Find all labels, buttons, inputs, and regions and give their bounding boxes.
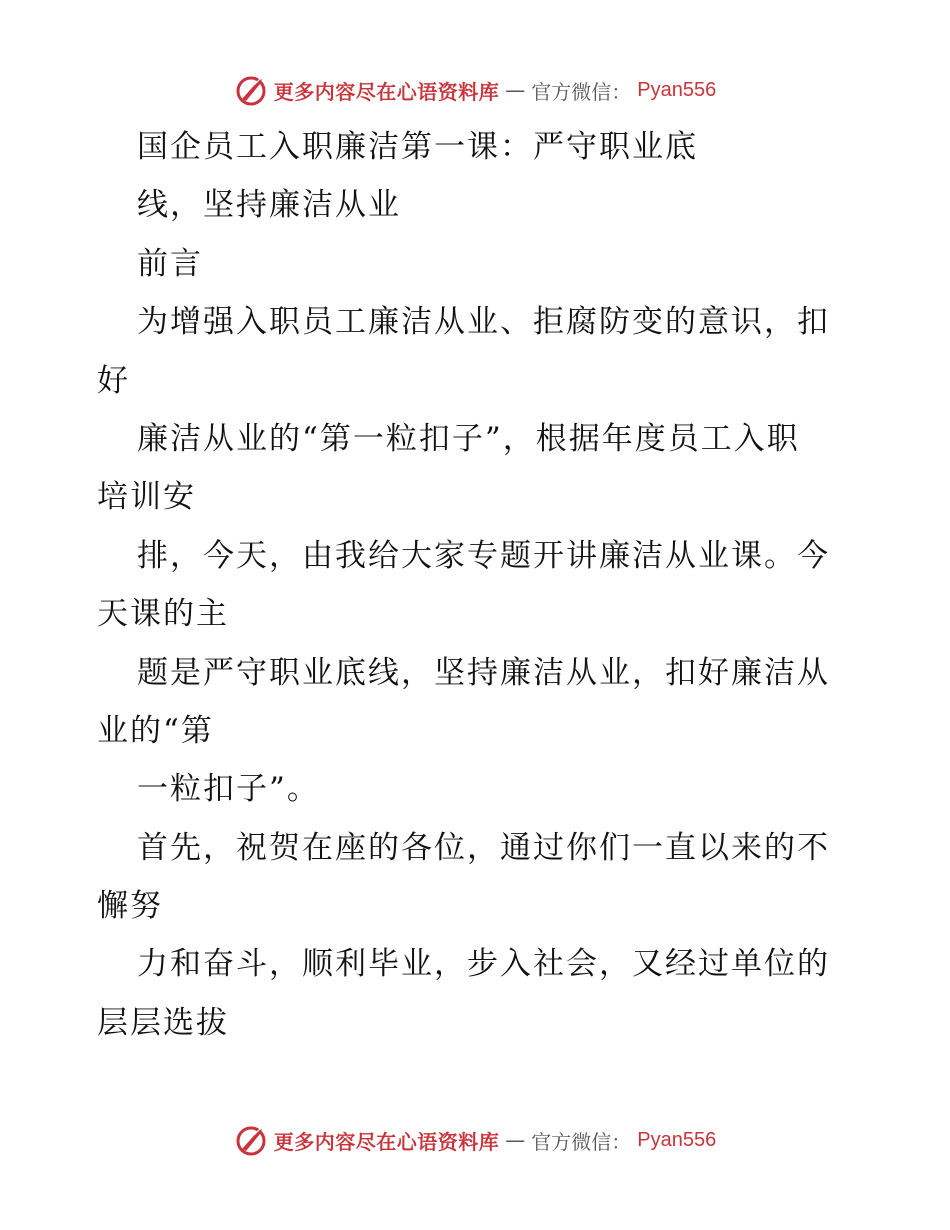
- paragraph-line: 排，今天，由我给大家专题开讲廉洁从业课。今: [137, 537, 830, 574]
- paragraph-line: 廉洁从业的“第一粒扣子”，根据年度员工入职: [137, 420, 800, 457]
- paragraph-line: 题是严守职业底线，坚持廉洁从业，扣好廉洁从: [137, 654, 830, 691]
- section-heading-preface: 前言: [137, 245, 203, 282]
- header-wechat-id: Pyan556: [637, 78, 717, 101]
- paragraph-line: 首先，祝贺在座的各位，通过你们一直以来的不: [137, 829, 830, 866]
- footer-site-text: 更多内容尽在心语资料库: [273, 1129, 500, 1154]
- paragraph-line-wrap: 业的“第: [97, 712, 214, 749]
- header-wechat-label: 官方微信：: [531, 79, 632, 104]
- header-banner: [0, 70, 950, 110]
- title-line-2: 线，坚持廉洁从业: [137, 187, 401, 224]
- footer-wechat-id: Pyan556: [637, 1128, 717, 1151]
- paragraph-line-wrap: 层层选拔: [97, 1004, 229, 1041]
- footer-banner: [0, 1120, 950, 1160]
- document-body: [97, 118, 857, 1052]
- footer-wechat-label: 官方微信：: [531, 1129, 632, 1154]
- footer-separator: —: [505, 1128, 526, 1152]
- paragraph-line-wrap: 天课的主: [97, 596, 229, 633]
- paragraph-line-wrap: 培训安: [97, 479, 196, 516]
- paragraph-line-wrap: 懈努: [97, 888, 163, 925]
- paragraph-line: 一粒扣子”。: [137, 771, 320, 808]
- paragraph-line-wrap: 好: [97, 362, 130, 399]
- feather-pen-logo-icon: [234, 73, 268, 107]
- feather-pen-logo-icon: [234, 1123, 268, 1157]
- paragraph-line: 力和奋斗，顺利毕业，步入社会，又经过单位的: [137, 946, 830, 983]
- header-separator: —: [505, 78, 526, 102]
- header-site-text: 更多内容尽在心语资料库: [273, 79, 500, 104]
- paragraph-line: 为增强入职员工廉洁从业、拒腐防变的意识，扣: [137, 304, 830, 341]
- title-line-1: 国企员工入职廉洁第一课：严守职业底: [137, 129, 698, 165]
